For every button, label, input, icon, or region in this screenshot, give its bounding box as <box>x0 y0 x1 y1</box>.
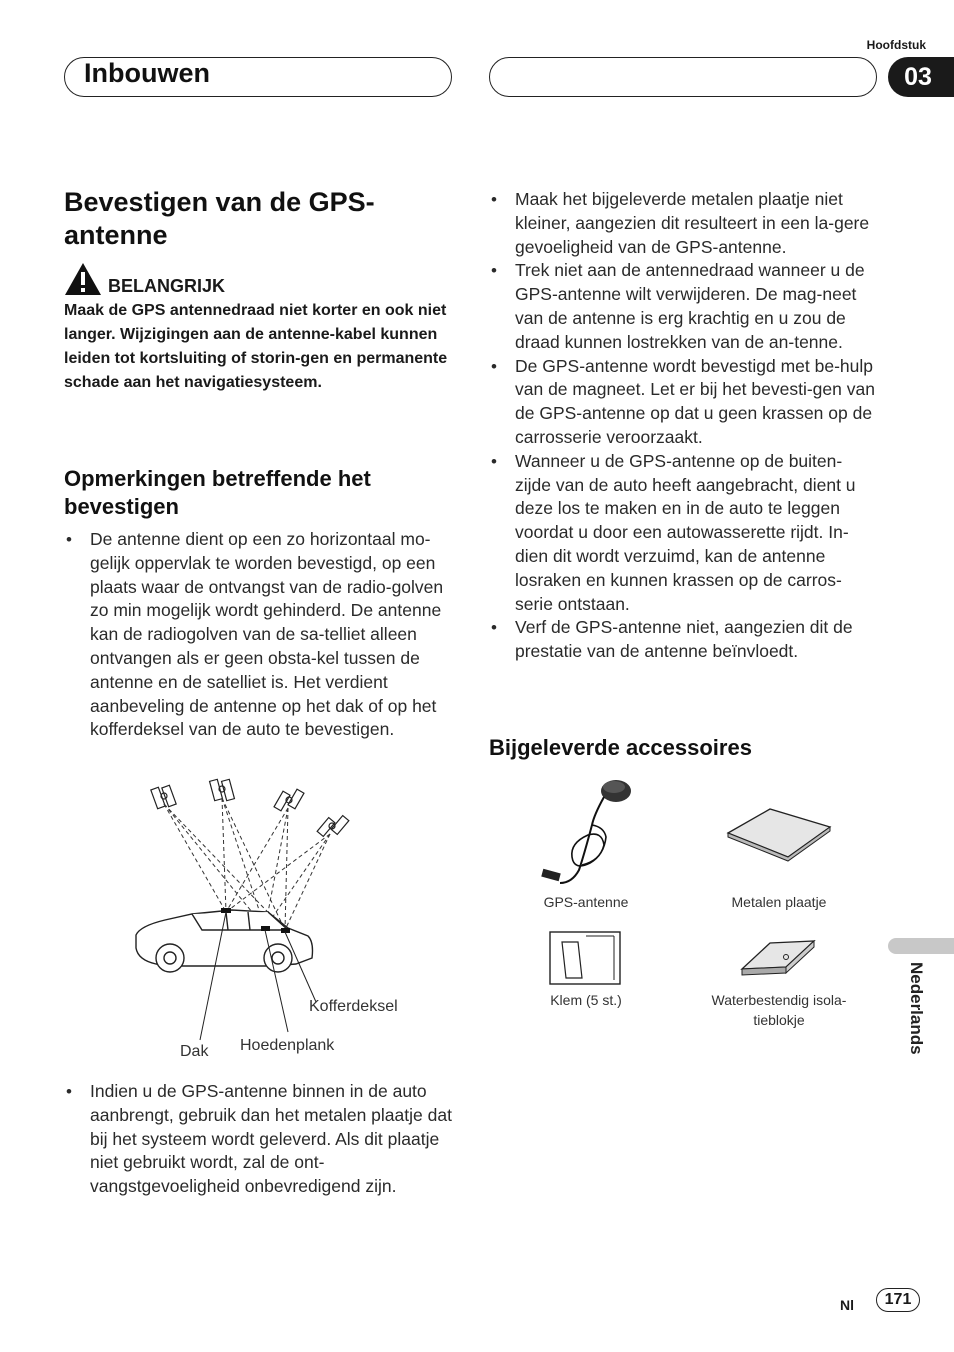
main-heading: Bevestigen van de GPS-antenne <box>64 187 375 250</box>
list-item: • De antenne dient op een zo horizontaal mo-gelijk oppervlak te worden bevestigd, op een plaats waar de ontvangst van de radio-golven zo min mogelijk wordt gehinderd. De antenne kan de radiogolven van de sa-telliet alleen ontvangen als er geen obsta-kel tussen de antenne en de satelliet is. Het verdient aanbeveling de antenne op het dak of op het kofferdeksel van de auto te bevestigen. <box>64 528 456 742</box>
label-trunk-lid: Kofferdeksel <box>309 998 398 1015</box>
label-insulation-block: Waterbestendig isola-tieblokje <box>711 992 847 1028</box>
page-number: 171 <box>876 1288 920 1312</box>
label-roof: Dak <box>180 1043 209 1060</box>
satellite-icon <box>317 816 349 837</box>
insulation-block-illustration <box>740 935 820 979</box>
footer-language-code: Nl <box>840 1297 854 1313</box>
satellite-icon <box>151 785 176 809</box>
chapter-number-badge: 03 <box>888 57 954 97</box>
remarks-list-1 <box>64 528 456 742</box>
satellite-icon <box>210 779 235 800</box>
accessories-heading: Bijgeleverde accessoires <box>489 735 752 760</box>
label-gps-antenna: GPS-antenne <box>543 894 629 910</box>
side-tab-language: Nederlands <box>907 962 926 1055</box>
label-hat-shelf: Hoedenplank <box>240 1037 335 1054</box>
list-item: • Wanneer u de GPS-antenne op de buiten-zijde van de auto heeft aangebracht, dient u deze los te maken en in de auto te leggen voordat u door een autowasserette rijdt. In-dien dit wordt verzuimd, kan de antenne losraken en kunnen krassen op de carros-serie ontstaan. <box>489 450 877 617</box>
warning-icon <box>64 262 102 296</box>
clamp-illustration <box>548 928 624 986</box>
list-item: • Indien u de GPS-antenne binnen in de auto aanbrengt, gebruik dan het metalen plaatje dat bij het systeem wordt geleverd. Als dit plaatje niet gebruikt wordt, zal de ont-vangstgevoeligheid onbevredigend zijn. <box>64 1080 456 1199</box>
label-metal-plate: Metalen plaatje <box>731 894 827 910</box>
list-item: • Maak het bijgeleverde metalen plaatje niet kleiner, aangezien dit resulteert in een la-gere gevoeligheid van de GPS-antenne. <box>489 188 877 259</box>
antenna-placement-diagram <box>120 770 460 1070</box>
label-clamp: Klem (5 st.) <box>550 992 622 1008</box>
header-empty-frame <box>489 57 877 97</box>
remarks-heading: Opmerkingen betreffende het bevestigen <box>64 466 371 519</box>
chapter-label: Hoofdstuk <box>866 38 926 52</box>
list-item: • De GPS-antenne wordt bevestigd met be-hulp van de magneet. Let er bij het bevesti-gen van de GPS-antenne op dat u geen krassen op de carrosserie veroorzaakt. <box>489 355 877 450</box>
metal-plate-illustration <box>724 805 834 865</box>
list-item: • Verf de GPS-antenne niet, aangezien dit de prestatie van de antenne beïnvloedt. <box>489 616 877 664</box>
list-item: • Trek niet aan de antennedraad wanneer u de GPS-antenne wilt verwijderen. De mag-neet van de antenne is erg krachtig en u zou de draad kunnen lostrekken van de an-tenne. <box>489 259 877 354</box>
satellite-icon <box>274 789 304 811</box>
remarks-list-2 <box>64 1080 456 1199</box>
important-title: BELANGRIJK <box>108 276 226 296</box>
gps-antenna-illustration <box>534 775 644 890</box>
right-column-list <box>489 188 877 664</box>
section-title: Inbouwen <box>84 58 210 88</box>
important-text: Maak de GPS antennedraad niet korter en ook niet langer. Wijzigingen aan de antenne-kabel kunnen leiden tot kortsluiting of storin-gen en permanente schade aan het navigatiesysteem. <box>64 302 448 391</box>
language-side-tab <box>888 938 954 954</box>
